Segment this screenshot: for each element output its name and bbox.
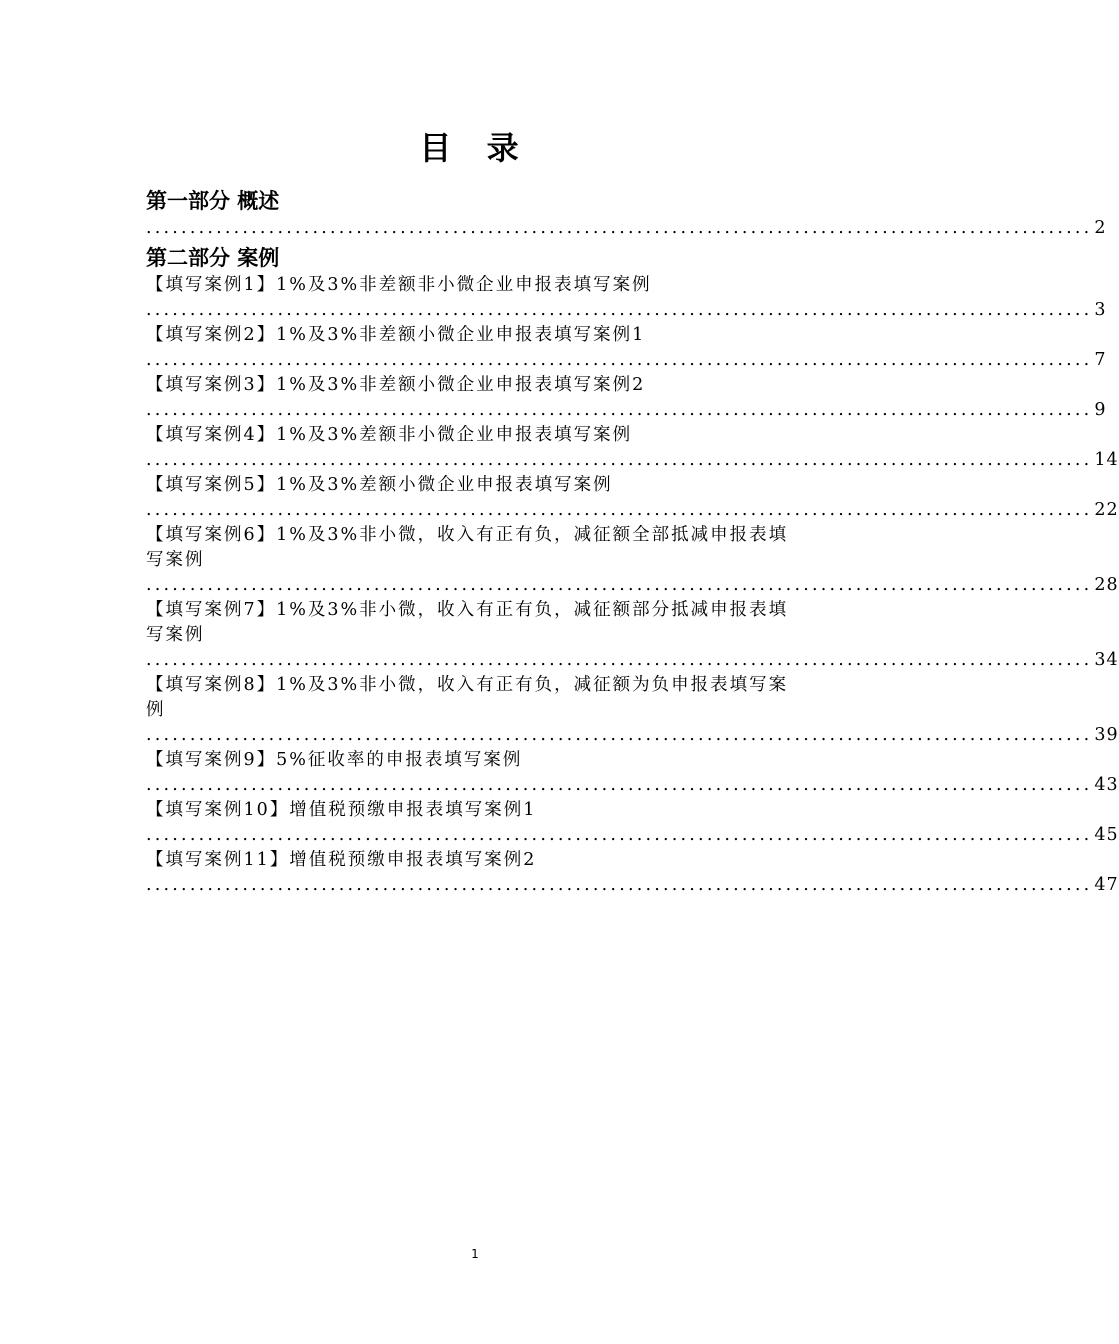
dot-leader: ............................................................................................................ <box>146 875 1093 895</box>
toc-entry-2[interactable] <box>146 323 1107 373</box>
page-title: 目 录 <box>419 129 531 167</box>
toc-entry-label: 【填写案例2】1%及3%非差额小微企业申报表填写案例1 <box>146 325 646 345</box>
toc-entry-page-number: 7 <box>1094 350 1107 370</box>
toc-entry-label: 【填写案例5】1%及3%差额小微企业申报表填写案例 <box>146 475 613 495</box>
toc-entry-page-number: 28 <box>1094 575 1119 595</box>
toc-entry-label: 【填写案例1】1%及3%非差额非小微企业申报表填写案例 <box>146 275 652 295</box>
toc-entry-label: 【填写案例3】1%及3%非差额小微企业申报表填写案例2 <box>146 375 646 395</box>
toc-entry-page-number: 14 <box>1094 450 1119 470</box>
toc-entry-9[interactable] <box>146 748 1119 798</box>
toc-entry-label: 【填写案例8】1%及3%非小微，收入有正有负，减征额为负申报表填写案例 <box>146 675 789 720</box>
toc-entry-1[interactable] <box>146 273 1107 323</box>
toc-entry-label: 【填写案例7】1%及3%非小微，收入有正有负，减征额部分抵减申报表填写案例 <box>146 600 789 645</box>
toc-entry-label: 【填写案例6】1%及3%非小微，收入有正有负，减征额全部抵减申报表填写案例 <box>146 525 789 570</box>
part1-page-number: 2 <box>1094 218 1107 238</box>
dot-leader: ............................................................................................................ <box>146 725 1093 745</box>
dot-leader: ............................................................................................................ <box>146 218 1093 238</box>
toc-entry-4[interactable] <box>146 423 1119 473</box>
toc-entry-3[interactable] <box>146 373 1107 423</box>
toc-entry-10[interactable] <box>146 798 1119 848</box>
toc-entry-page-number: 9 <box>1094 400 1107 420</box>
dot-leader: ............................................................................................................ <box>146 575 1093 595</box>
dot-leader: ............................................................................................................ <box>146 775 1093 795</box>
toc-entry-label: 【填写案例4】1%及3%差额非小微企业申报表填写案例 <box>146 425 633 445</box>
part2-heading: 第二部分 案例 <box>146 246 280 270</box>
toc-entry-label: 【填写案例9】5%征收率的申报表填写案例 <box>146 750 523 770</box>
toc-entry-page-number: 22 <box>1094 500 1119 520</box>
dot-leader: ............................................................................................................ <box>146 350 1093 370</box>
toc-entry-page-number: 43 <box>1094 775 1119 795</box>
toc-entry-page-number: 3 <box>1094 300 1107 320</box>
dot-leader: ............................................................................................................ <box>146 450 1093 470</box>
toc-entry-page-number: 47 <box>1094 875 1119 895</box>
toc-entry-label: 【填写案例10】增值税预缴申报表填写案例1 <box>146 800 537 820</box>
dot-leader: ............................................................................................................ <box>146 500 1093 520</box>
toc-entry-page-number: 34 <box>1094 650 1119 670</box>
dot-leader: ............................................................................................................ <box>146 825 1093 845</box>
dot-leader: ............................................................................................................ <box>146 400 1093 420</box>
toc-entry-page-number: 45 <box>1094 825 1119 845</box>
toc-entry-11[interactable] <box>146 848 1119 898</box>
footer-page-number: 1 <box>471 1247 479 1261</box>
toc-entry-page-number: 39 <box>1094 725 1119 745</box>
toc-entry-7[interactable] <box>146 598 1119 673</box>
toc-entry-5[interactable] <box>146 473 1119 523</box>
part1-leader[interactable] <box>146 216 1107 241</box>
toc-entry-6[interactable] <box>146 523 1119 598</box>
toc-entry-label: 【填写案例11】增值税预缴申报表填写案例2 <box>146 850 537 870</box>
part1-heading: 第一部分 概述 <box>146 189 280 213</box>
toc-entry-8[interactable] <box>146 673 1119 748</box>
dot-leader: ............................................................................................................ <box>146 650 1093 670</box>
table-of-contents <box>146 180 1119 898</box>
dot-leader: ............................................................................................................ <box>146 300 1093 320</box>
